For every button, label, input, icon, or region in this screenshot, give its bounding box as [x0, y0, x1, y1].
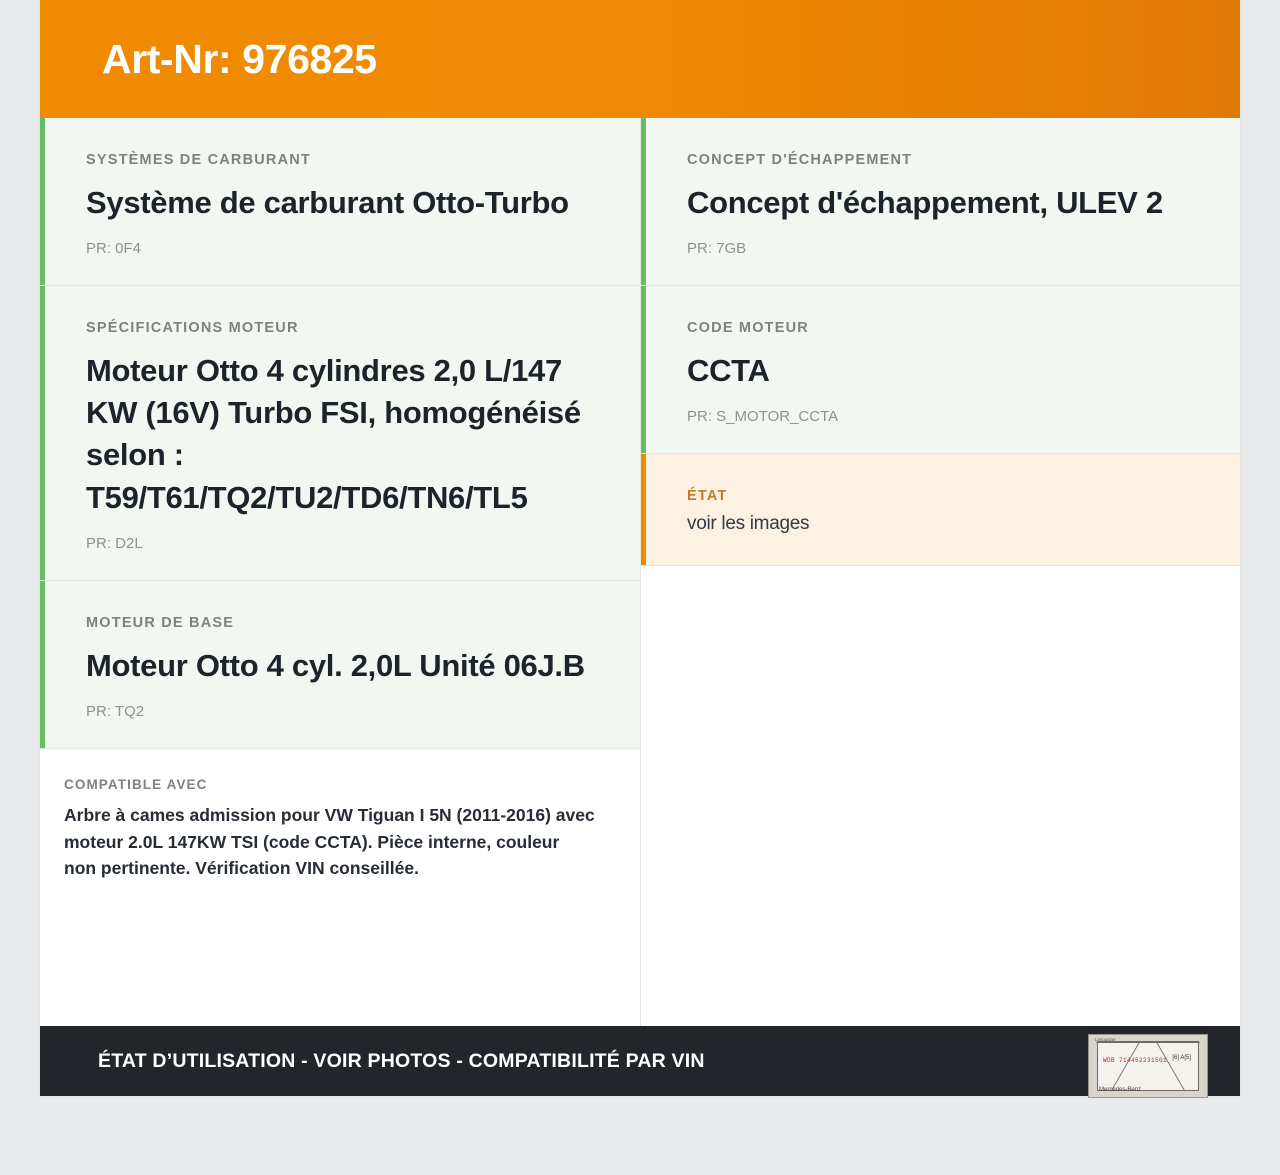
spec-pr-code: PR: 0F4	[86, 240, 142, 258]
header-banner	[40, 0, 1240, 118]
state-label: ÉTAT	[687, 488, 728, 505]
footer-text: ÉTAT D’UTILISATION - VOIR PHOTOS - COMPATIBILITÉ PAR VIN	[98, 1049, 705, 1072]
spec-label: CONCEPT D'ÉCHAPPEMENT	[687, 152, 913, 168]
spec-card-engine-specs	[40, 286, 640, 581]
spec-value: Système de carburant Otto-Turbo	[86, 185, 569, 220]
spec-pr-code: PR: TQ2	[86, 702, 145, 720]
right-column	[640, 118, 1240, 1026]
spec-label: SYSTÈMES DE CARBURANT	[86, 152, 311, 168]
spec-value: Concept d'échappement, ULEV 2	[687, 185, 1163, 220]
spec-pr-code: PR: 7GB	[687, 240, 747, 258]
state-card	[641, 454, 1240, 566]
envelope-icon	[1097, 1041, 1199, 1091]
spec-value: Moteur Otto 4 cylindres 2,0 L/147 KW (16V) Turbo FSI, homogénéisé selon : T59/T61/TQ2/TU2/TD6/TN6/TL5	[86, 353, 581, 515]
footer-bar	[40, 1026, 1240, 1096]
plate-vin-code: WDB 714452231501	[1103, 1057, 1168, 1064]
compatibility-card	[40, 749, 640, 918]
page-title: Art-Nr: 976825	[102, 35, 377, 82]
spec-label: CODE MOTEUR	[687, 320, 809, 337]
vehicle-plate-image	[1088, 1034, 1208, 1098]
plate-right-text: [6] A[5]	[1172, 1055, 1191, 1061]
plate-brand-text: Mercedes-Benz	[1099, 1087, 1142, 1093]
spec-card-exhaust-concept	[641, 118, 1240, 286]
spec-card-engine-code	[641, 286, 1240, 454]
spec-card-base-engine	[40, 581, 640, 749]
spec-value: Moteur Otto 4 cyl. 2,0L Unité 06J.B	[86, 647, 585, 683]
spec-label: SPÉCIFICATIONS MOTEUR	[86, 320, 299, 337]
spec-pr-code: PR: S_MOTOR_CCTA	[687, 408, 839, 426]
spec-label: MOTEUR DE BASE	[86, 614, 235, 631]
product-sheet	[40, 0, 1240, 1096]
spec-grid	[40, 118, 1240, 1026]
state-value: voir les images	[687, 513, 810, 535]
spec-value: CCTA	[687, 353, 770, 389]
left-column	[40, 118, 640, 918]
compatibility-label: COMPATIBLE AVEC	[64, 776, 208, 792]
plate-top-text: Limousine	[1095, 1037, 1116, 1042]
right-column-filler	[641, 566, 1240, 1026]
spec-pr-code: PR: D2L	[86, 534, 143, 552]
compatibility-text: Arbre à cames admission pour VW Tiguan I 5N (2011-2016) avec moteur 2.0L 147KW TSI (code CCTA). Pièce interne, couleur non pertinente. Vérification VIN conseillée.	[64, 804, 595, 879]
spec-card-fuel-system	[40, 118, 640, 286]
